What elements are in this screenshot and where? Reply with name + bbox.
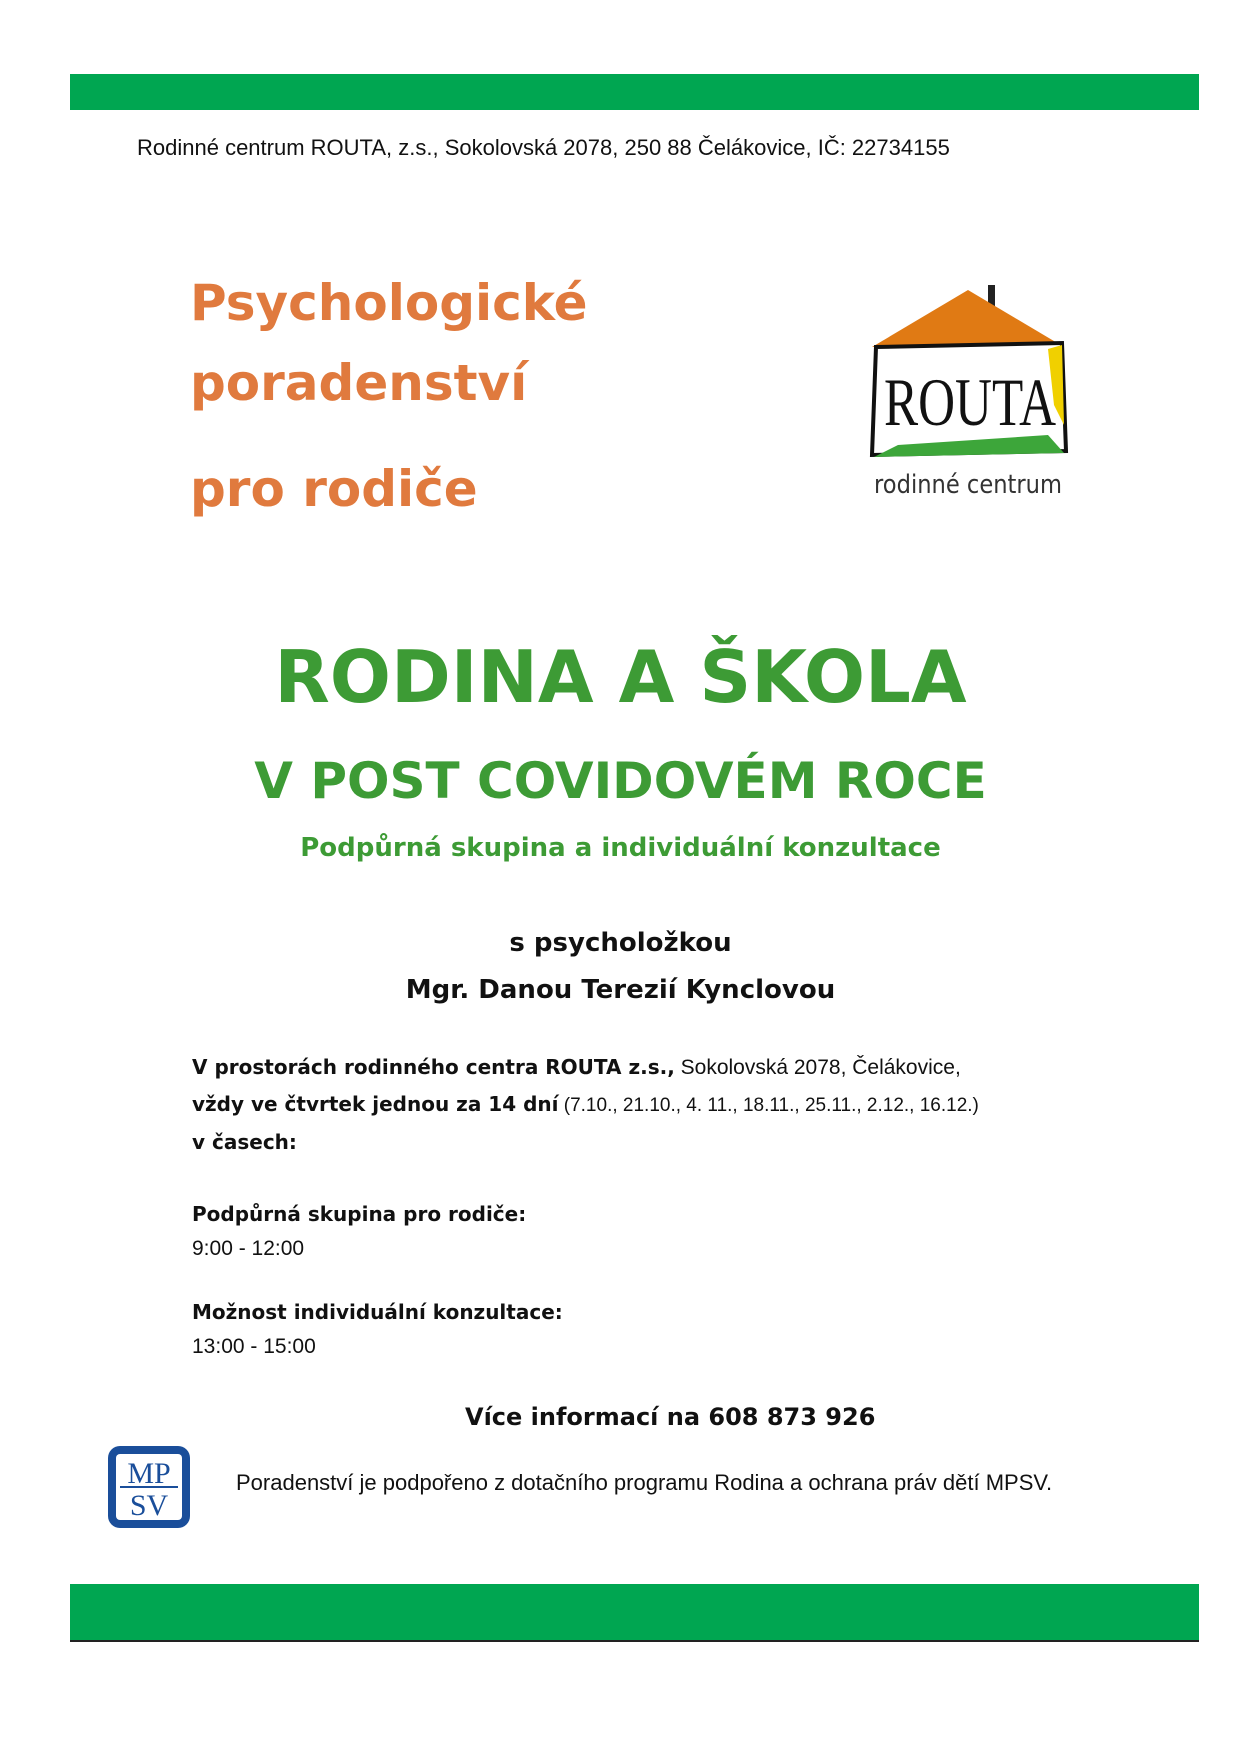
title-line-3: pro rodiče <box>190 460 478 518</box>
when-bold: vždy ve čtvrtek jednou za 14 dní <box>192 1092 559 1116</box>
event-tagline: Podpůrná skupina a individuální konzultace <box>300 833 941 863</box>
event-subtitle: V POST COVIDOVÉM ROCE <box>254 752 987 810</box>
individual-time: 13:00 - 15:00 <box>192 1335 316 1358</box>
individual-label-line <box>192 1300 563 1325</box>
title-line-2: poradenství <box>190 354 528 412</box>
individual-label: Možnost individuální konzultace: <box>192 1300 563 1324</box>
top-green-bar <box>70 74 1199 110</box>
contact-info: Více informací na 608 873 926 <box>465 1403 876 1431</box>
dates-list: (7.10., 21.10., 4. 11., 18.11., 25.11., 2.12., 16.12.) <box>558 1095 979 1116</box>
times-label-line <box>192 1130 297 1155</box>
place-rest: Sokolovská 2078, Čelákovice, <box>674 1056 961 1079</box>
routa-logo <box>868 285 1068 505</box>
header-address: Rodinné centrum ROUTA, z.s., Sokolovská 2078, 250 88 Čelákovice, IČ: 22734155 <box>137 135 950 160</box>
event-title: RODINA A ŠKOLA <box>274 635 967 719</box>
mpsv-logo-bottom: SV <box>129 1489 169 1522</box>
place-line <box>192 1055 961 1080</box>
title-line-1: Psychologické <box>190 274 588 332</box>
logo-text: ROUTA <box>884 364 1056 440</box>
host-name: Mgr. Danou Terezií Kynclovou <box>405 975 836 1005</box>
bottom-green-bar <box>70 1584 1199 1642</box>
logo-roof <box>872 290 1064 347</box>
host-intro: s psycholožkou <box>509 928 732 958</box>
times-label: v časech: <box>192 1130 297 1154</box>
place-bold: V prostorách rodinného centra ROUTA z.s., <box>192 1055 675 1079</box>
group-label: Podpůrná skupina pro rodiče: <box>192 1202 527 1226</box>
support-note: Poradenství je podpořeno z dotačního programu Rodina a ochrana práv dětí MPSV. <box>236 1470 1053 1495</box>
mpsv-logo-top: MP <box>127 1457 171 1490</box>
logo-caption: rodinné centrum <box>874 470 1062 500</box>
group-label-line <box>192 1202 526 1227</box>
when-line <box>192 1092 979 1117</box>
group-time: 9:00 - 12:00 <box>192 1237 305 1260</box>
mpsv-logo <box>106 1444 192 1530</box>
